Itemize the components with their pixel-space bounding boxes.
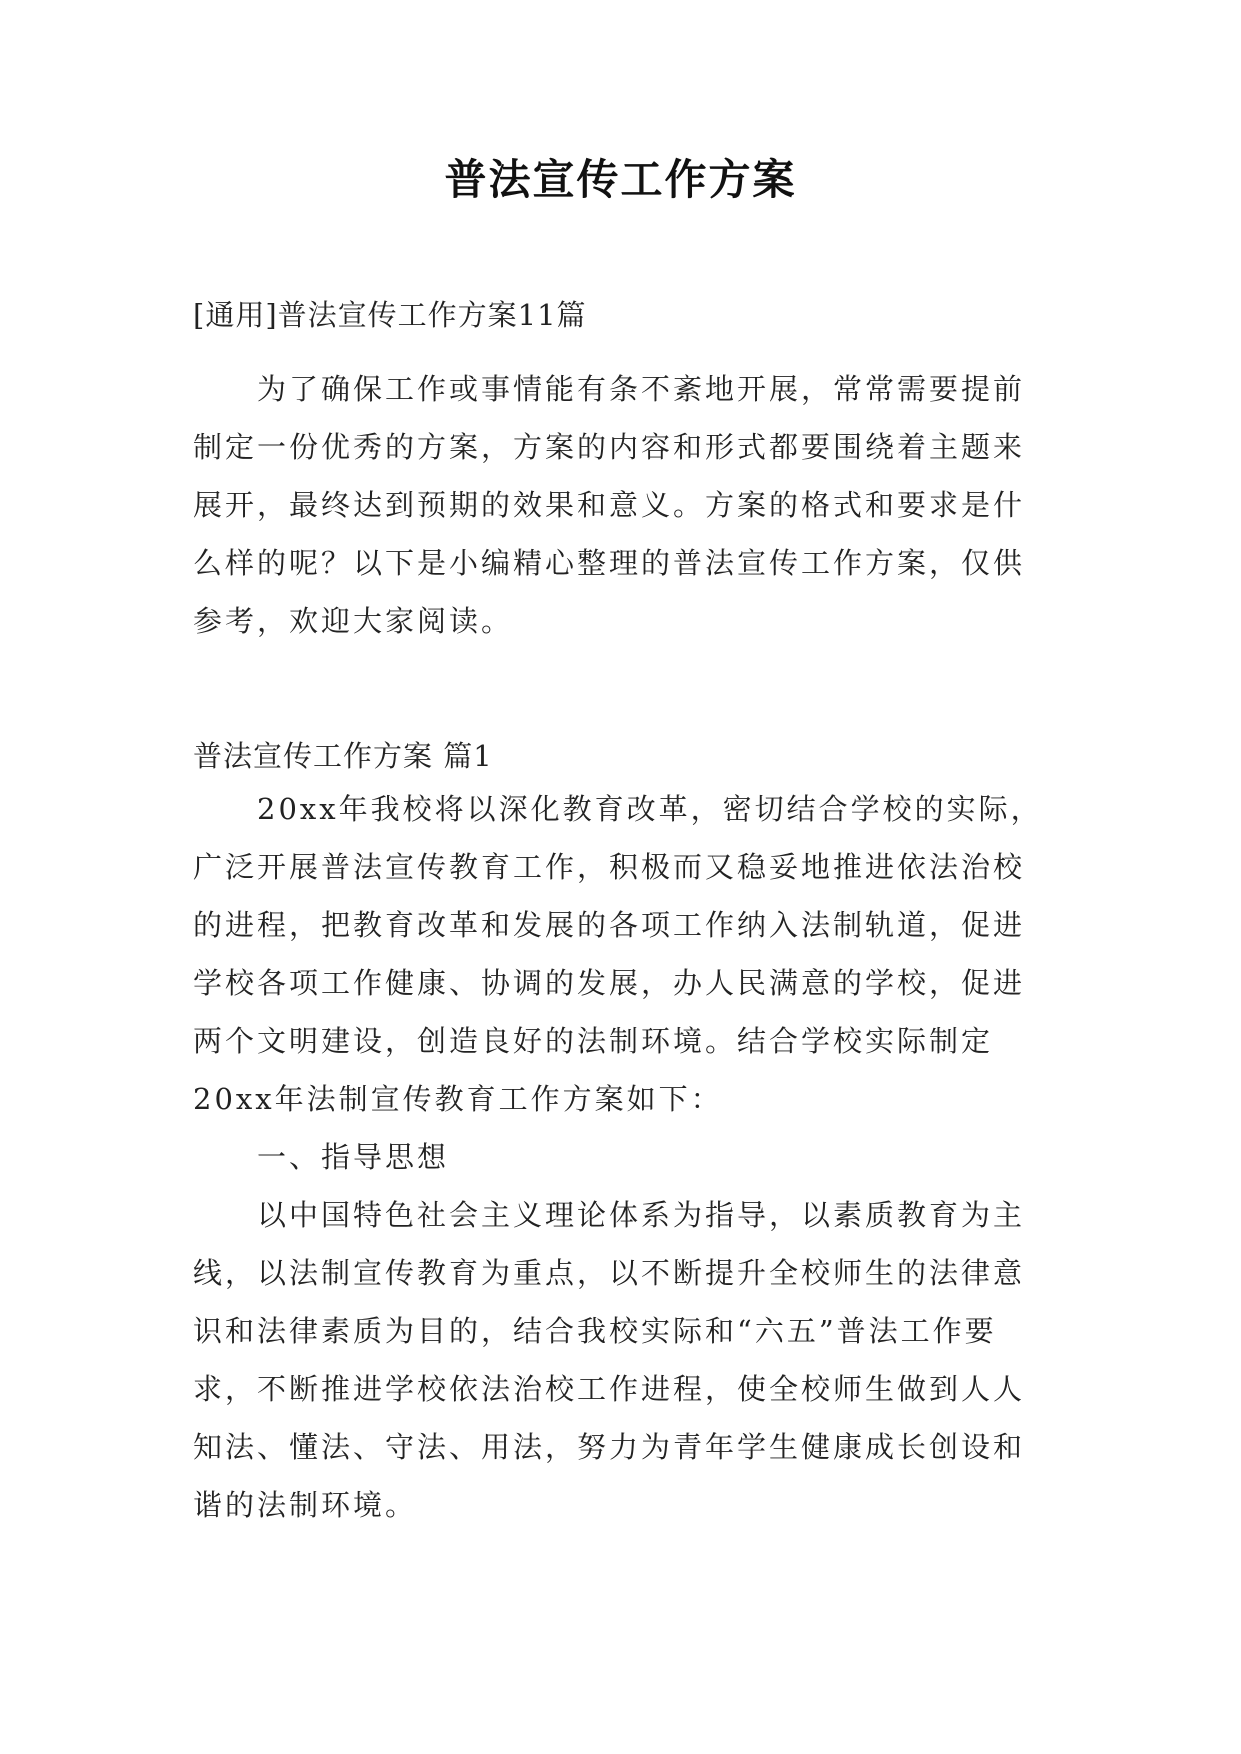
body-line: 以中国特色社会主义理论体系为指导，以素质教育为主 xyxy=(257,1198,1026,1232)
body-line: 线，以法制宣传教育为重点，以不断提升全校师生的法律意 xyxy=(193,1256,1026,1290)
body-line: 两个文明建设，创造良好的法制环境。结合学校实际制定 xyxy=(193,1024,994,1058)
body-line: 求，不断推进学校依法治校工作进程，使全校师生做到人人 xyxy=(193,1372,1026,1406)
body-line: 广泛开展普法宣传教育工作，积极而又稳妥地推进依法治校 xyxy=(193,850,1026,884)
body-line: 识和法律素质为目的，结合我校实际和“六五”普法工作要 xyxy=(193,1314,997,1348)
body-line: 20xx年我校将以深化教育改革，密切结合学校的实际， xyxy=(257,792,1043,826)
section-heading: 普法宣传工作方案 篇1 xyxy=(193,739,493,773)
body-line: 的进程，把教育改革和发展的各项工作纳入法制轨道，促进 xyxy=(193,908,1026,942)
intro-line: 参考，欢迎大家阅读。 xyxy=(193,604,514,638)
body-line: 谐的法制环境。 xyxy=(193,1488,418,1522)
body-line: 知法、懂法、守法、用法，努力为青年学生健康成长创设和 xyxy=(193,1430,1026,1464)
document-subtitle: [通用]普法宣传工作方案11篇 xyxy=(193,298,587,332)
intro-line: 展开，最终达到预期的效果和意义。方案的格式和要求是什 xyxy=(193,488,1026,522)
intro-paragraph xyxy=(193,360,1053,650)
intro-line: 制定一份优秀的方案，方案的内容和形式都要围绕着主题来 xyxy=(193,430,1026,464)
intro-line: 么样的呢？以下是小编精心整理的普法宣传工作方案，仅供 xyxy=(193,546,1026,580)
body-line: 学校各项工作健康、协调的发展，办人民满意的学校，促进 xyxy=(193,966,1026,1000)
guiding-ideology-heading: 一、指导思想 xyxy=(257,1140,450,1174)
intro-line: 为了确保工作或事情能有条不紊地开展，常常需要提前 xyxy=(257,372,1026,406)
document-title: 普法宣传工作方案 xyxy=(444,155,797,204)
body-line: 20xx年法制宣传教育工作方案如下： xyxy=(193,1082,723,1116)
section-body xyxy=(193,780,1053,1534)
